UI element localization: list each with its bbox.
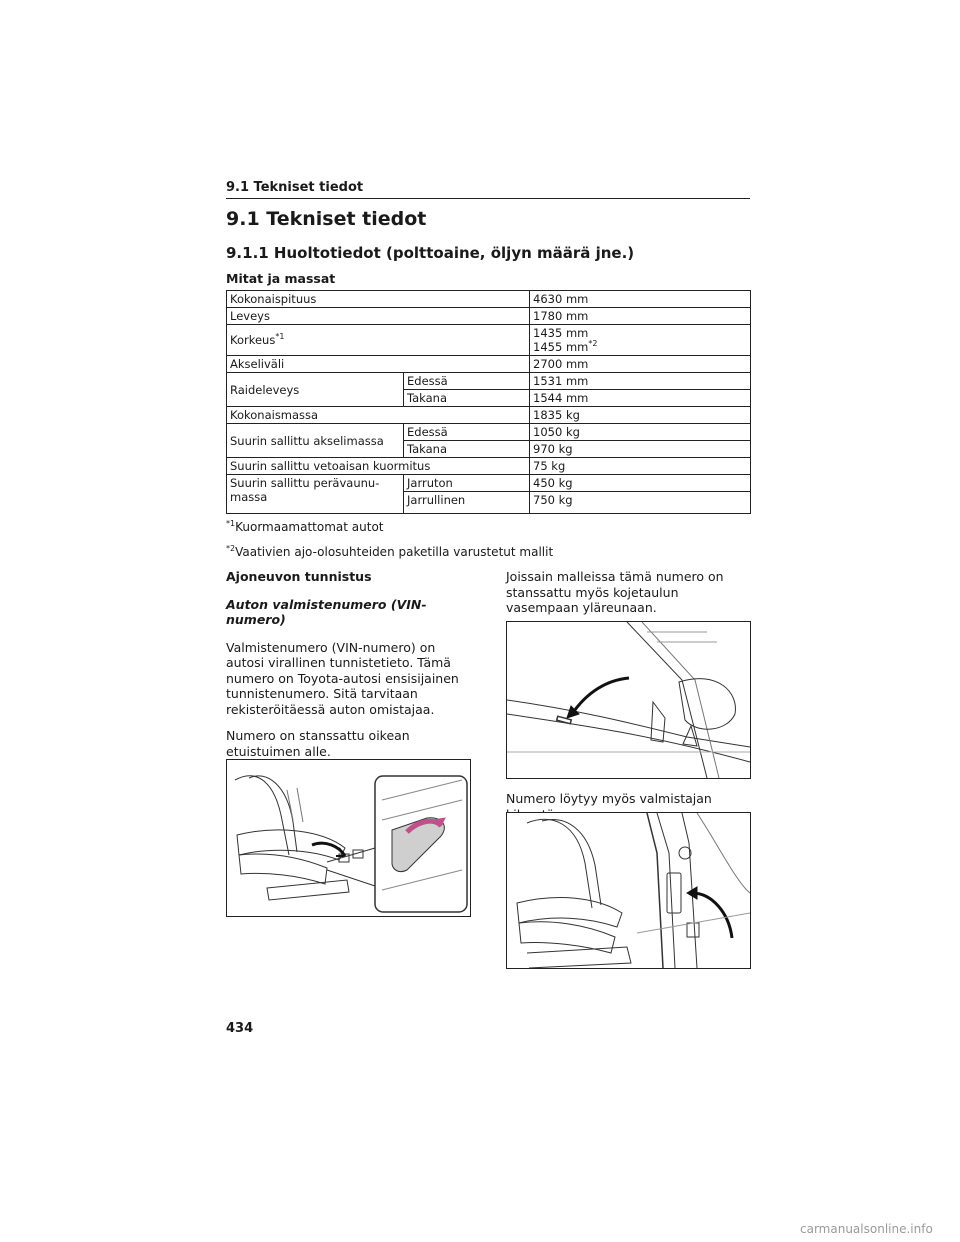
spec-label: Akseliväli xyxy=(227,356,530,373)
table-title: Mitat ja massat xyxy=(226,271,336,286)
footnote xyxy=(226,520,384,534)
section-subtitle: 9.1.1 Huoltotiedot (polttoaine, öljyn määrä jne.) xyxy=(226,244,635,262)
spec-value: 450 kg xyxy=(530,475,751,492)
spec-label: Leveys xyxy=(227,308,530,325)
spec-value: 1050 kg xyxy=(530,424,751,441)
spec-value: 2700 mm xyxy=(530,356,751,373)
spec-sublabel: Jarrullinen xyxy=(404,492,530,514)
table-row xyxy=(227,373,751,390)
spec-label: Korkeus xyxy=(230,333,276,347)
spec-sublabel: Edessä xyxy=(404,424,530,441)
subsection-heading: Auton valmistenumero (VIN-numero) xyxy=(226,596,427,627)
specs-table xyxy=(226,290,751,514)
spec-label: Kokonaispituus xyxy=(227,291,530,308)
spec-label-cell xyxy=(227,325,530,356)
spec-value: 1455 mm xyxy=(533,340,589,354)
spec-label: Raideleveys xyxy=(227,373,404,407)
spec-value: 1531 mm xyxy=(530,373,751,390)
footnote-mark: *1 xyxy=(226,519,236,528)
right-paragraph-1 xyxy=(506,569,750,616)
spec-value: 1835 kg xyxy=(530,407,751,424)
page-number: 434 xyxy=(226,1021,254,1036)
table-row xyxy=(227,475,751,492)
body-paragraph: Numero löytyy myös valmistajan xyxy=(506,791,712,806)
spec-label: Suurin sallittu akselimassa xyxy=(227,424,404,458)
table-row xyxy=(227,291,751,308)
spec-value: 1544 mm xyxy=(530,390,751,407)
table-row xyxy=(227,308,751,325)
spec-value: 1780 mm xyxy=(530,308,751,325)
spec-sublabel: Jarruton xyxy=(404,475,530,492)
footnote-ref: *1 xyxy=(275,332,285,342)
spec-label: Suurin sallittu perävaunu-massa xyxy=(227,475,404,514)
spec-value: 75 kg xyxy=(530,458,751,475)
table-row xyxy=(227,325,751,356)
page-title: 9.1 Tekniset tiedot xyxy=(226,208,427,230)
footnote-text: Vaativien ajo-olosuhteiden paketilla varustetut mallit xyxy=(235,545,554,559)
spec-sublabel: Edessä xyxy=(404,373,530,390)
section-heading: Ajoneuvon tunnistus xyxy=(226,569,372,584)
body-paragraph: Valmistenumero (VIN-numero) on autosi virallinen tunnistetieto. Tämä numero on Toyota-autosi ensisijainen tunnistenumero. Sitä tarvitaan rekisteröitäessä auton omistajaa. xyxy=(226,639,459,717)
footnote-mark: *2 xyxy=(226,544,236,553)
spec-sublabel: Takana xyxy=(404,390,530,407)
spec-value: 4630 mm xyxy=(530,291,751,308)
spec-label: Kokonaismassa xyxy=(227,407,530,424)
footnote xyxy=(226,545,553,559)
body-paragraph: Numero on stanssattu oikean etuistuimen alle. xyxy=(226,728,410,759)
door-pillar-illustration xyxy=(506,812,751,969)
table-row xyxy=(227,407,751,424)
watermark: carmanualsonline.info xyxy=(800,1222,933,1236)
footnote-ref: *2 xyxy=(588,339,598,349)
body-paragraph: Joissain malleissa tämä numero on stanssattu myös kojetaulun vasempaan yläreunaan. xyxy=(506,569,724,615)
table-row xyxy=(227,424,751,441)
footnote-text: Kuormaamattomat autot xyxy=(235,520,384,534)
table-row xyxy=(227,356,751,373)
spec-value-cell xyxy=(530,325,751,356)
left-column xyxy=(226,569,470,770)
spec-label: Suurin sallittu vetoaisan kuormitus xyxy=(227,458,530,475)
table-row xyxy=(227,458,751,475)
spec-value: 1435 mm xyxy=(533,326,589,340)
spec-value: 750 kg xyxy=(530,492,751,514)
running-head: 9.1 Tekniset tiedot xyxy=(226,180,750,199)
spec-value: 970 kg xyxy=(530,441,751,458)
seat-illustration xyxy=(226,759,471,917)
windshield-illustration xyxy=(506,621,751,779)
spec-sublabel: Takana xyxy=(404,441,530,458)
